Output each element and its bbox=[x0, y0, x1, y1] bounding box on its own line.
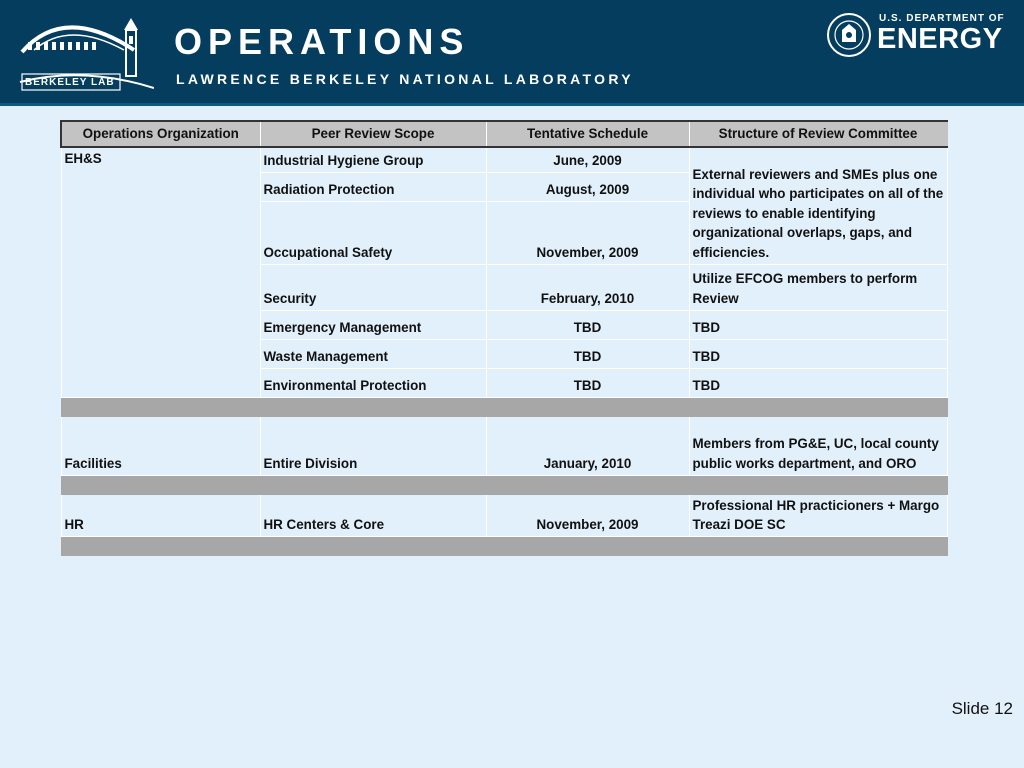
doe-logo-text: ENERGY bbox=[877, 23, 1003, 55]
separator-row bbox=[61, 397, 947, 416]
org-cell-ehs: EH&S bbox=[61, 147, 260, 397]
org-cell-facilities: Facilities bbox=[61, 416, 260, 475]
slide-header bbox=[0, 0, 1024, 106]
scope-cell: Emergency Management bbox=[260, 310, 486, 339]
table-row bbox=[61, 416, 947, 475]
schedule-cell: February, 2010 bbox=[486, 264, 689, 310]
table-row bbox=[61, 147, 947, 172]
column-header-organization: Operations Organization bbox=[61, 121, 260, 147]
separator-cell bbox=[61, 536, 947, 555]
header-divider bbox=[0, 103, 1024, 106]
doe-logo-small-text: U.S. DEPARTMENT OF bbox=[879, 13, 1005, 24]
schedule-cell: August, 2009 bbox=[486, 172, 689, 201]
scope-cell: Waste Management bbox=[260, 339, 486, 368]
structure-cell: Professional HR practicioners + Margo Treazi DOE SC bbox=[689, 494, 947, 536]
schedule-cell: June, 2009 bbox=[486, 147, 689, 172]
separator-cell bbox=[61, 397, 947, 416]
structure-cell: TBD bbox=[689, 339, 947, 368]
table-row bbox=[61, 494, 947, 536]
structure-cell-merged: External reviewers and SMEs plus one individual who participates on all of the reviews to enable identifying organizational overlaps, gaps, and efficiencies. bbox=[689, 147, 947, 264]
schedule-cell: TBD bbox=[486, 339, 689, 368]
peer-review-table bbox=[60, 120, 948, 556]
separator-row bbox=[61, 475, 947, 494]
scope-cell: Security bbox=[260, 264, 486, 310]
org-cell-hr: HR bbox=[61, 494, 260, 536]
schedule-cell: January, 2010 bbox=[486, 416, 689, 475]
schedule-cell: TBD bbox=[486, 310, 689, 339]
slide-number: Slide 12 bbox=[951, 699, 1013, 718]
column-header-scope: Peer Review Scope bbox=[260, 121, 486, 147]
scope-cell: Environmental Protection bbox=[260, 368, 486, 397]
structure-cell: Utilize EFCOG members to perform Review bbox=[689, 264, 947, 310]
separator-row bbox=[61, 536, 947, 555]
page-subtitle: LAWRENCE BERKELEY NATIONAL LABORATORY bbox=[176, 71, 634, 87]
column-header-schedule: Tentative Schedule bbox=[486, 121, 689, 147]
structure-cell: TBD bbox=[689, 310, 947, 339]
schedule-cell: November, 2009 bbox=[486, 201, 689, 264]
structure-cell: Members from PG&E, UC, local county public works department, and ORO bbox=[689, 416, 947, 475]
scope-cell: HR Centers & Core bbox=[260, 494, 486, 536]
page-title: OPERATIONS bbox=[174, 21, 470, 62]
schedule-cell: November, 2009 bbox=[486, 494, 689, 536]
scope-cell: Industrial Hygiene Group bbox=[260, 147, 486, 172]
doe-seal-icon bbox=[826, 12, 872, 58]
column-header-structure: Structure of Review Committee bbox=[689, 121, 947, 147]
scope-cell: Radiation Protection bbox=[260, 172, 486, 201]
scope-cell: Occupational Safety bbox=[260, 201, 486, 264]
separator-cell bbox=[61, 475, 947, 494]
structure-cell: TBD bbox=[689, 368, 947, 397]
schedule-cell: TBD bbox=[486, 368, 689, 397]
table-header-row bbox=[61, 121, 947, 147]
scope-cell: Entire Division bbox=[260, 416, 486, 475]
berkeley-lab-logo-text: BERKELEY LAB bbox=[25, 77, 115, 88]
